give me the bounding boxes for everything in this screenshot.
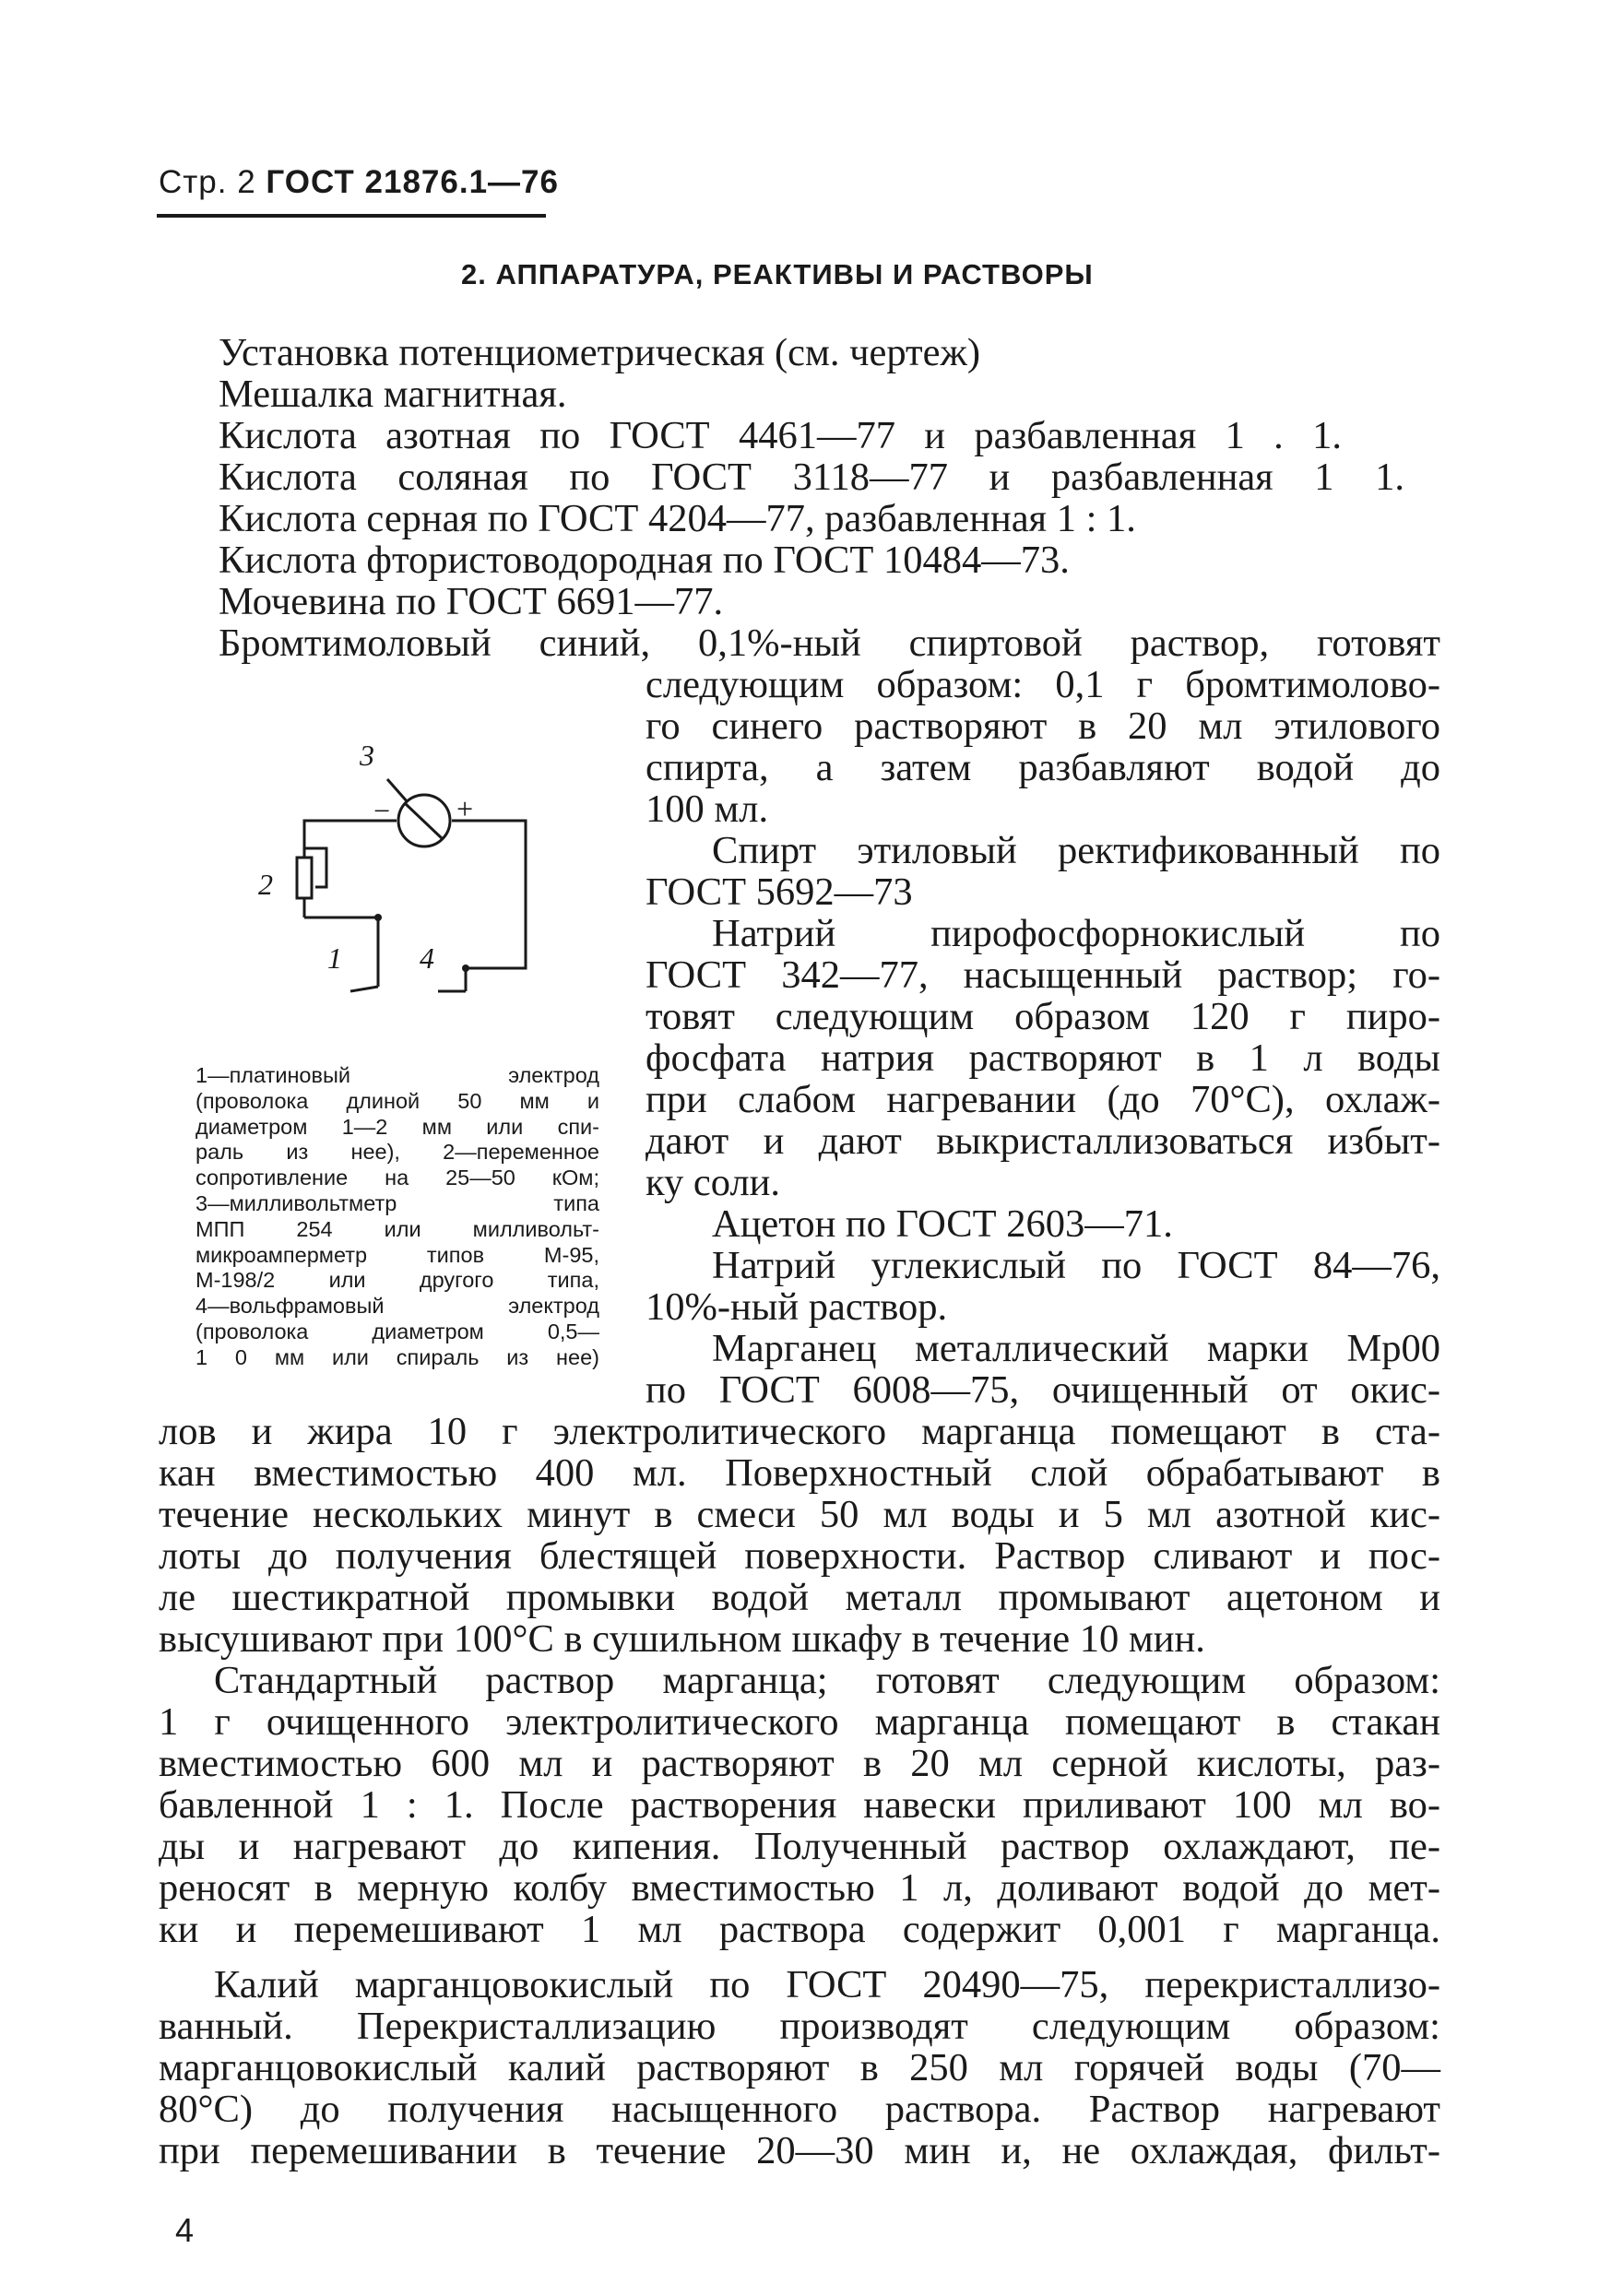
circuit-diagram — [240, 728, 535, 1014]
page-header — [159, 164, 559, 201]
text-line: лоты до получения блестящей поверхности. Раствор сливают и пос- — [159, 1534, 1440, 1578]
text-line: товят следующим образом 120 г пиро- — [646, 995, 1440, 1038]
text-line: бавленной 1 : 1. После растворения навески приливают 100 мл во- — [159, 1783, 1440, 1827]
text-line: Ацетон по ГОСТ 2603—71. — [712, 1202, 1173, 1246]
text-line: высушивают при 100°С в сушильном шкафу в течение 10 мин. — [159, 1617, 1205, 1661]
meter-needle — [406, 804, 443, 839]
text-line: вместимостью 600 мл и растворяют в 20 мл серной кислоты, раз- — [159, 1742, 1440, 1785]
text-line: Спирт этиловый ректификованный по — [712, 829, 1440, 872]
text-line: ГОСТ 342—77, насыщенный раствор; го- — [646, 953, 1440, 997]
text-line: кан вместимостью 400 мл. Поверхностный слой обрабатывают в — [159, 1451, 1440, 1495]
caption-line: 1 0 мм или спираль из нее) — [195, 1344, 599, 1369]
electrode-1-tip — [350, 987, 378, 991]
text-line: фосфата натрия растворяют в 1 л воды — [646, 1036, 1440, 1080]
text-line: ды и нагревают до кипения. Полученный раствор охлаждают, пе- — [159, 1825, 1440, 1868]
caption-line: (проволока длиной 50 мм и — [195, 1088, 599, 1113]
text-line: ванный. Перекристаллизацию производят следующим образом: — [159, 2005, 1440, 2048]
caption-line: 1—платиновый электрод — [195, 1063, 599, 1087]
wire-right — [452, 821, 526, 968]
caption-line: сопротивление на 25—50 кОм; — [195, 1166, 599, 1190]
text-line: Стандартный раствор марганца; готовят следующим образом: — [214, 1659, 1440, 1702]
text-line: следующим образом: 0,1 г бромтимолово- — [646, 663, 1440, 706]
text-line: Мочевина по ГОСТ 6691—77. — [219, 580, 724, 623]
resistor-symbol — [297, 858, 312, 898]
caption-line: 3—милливольтметр типа — [195, 1190, 599, 1215]
text-line: при слабом нагревании (до 70°С), охлаж- — [646, 1078, 1440, 1121]
standard-number: ГОСТ 21876.1—76 — [266, 164, 559, 200]
caption-line: (проволока диаметром 0,5— — [195, 1319, 599, 1343]
label-4: 4 — [420, 941, 434, 975]
text-line: лов и жира 10 г электролитического марганца помещают в ста- — [159, 1410, 1440, 1453]
caption-line: МПП 254 или милливольт- — [195, 1216, 599, 1241]
text-line: Кислота соляная по ГОСТ 3118—77 и разбавленная 1 1. — [219, 456, 1404, 499]
text-line: Кислота серная по ГОСТ 4204—77, разбавленная 1 : 1. — [219, 497, 1136, 540]
text-line: ГОСТ 5692—73 — [646, 870, 913, 914]
text-line: Марганец металлический марки Мр00 — [712, 1327, 1440, 1370]
text-line: ки и перемешивают 1 мл раствора содержит 0,001 г марганца. — [159, 1908, 1440, 1951]
caption-line: диаметром 1—2 мм или спи- — [195, 1114, 599, 1139]
text-line: 1 г очищенного электролитического марганца помещают в стакан — [159, 1700, 1440, 1744]
header-rule — [157, 214, 546, 218]
text-line: ле шестикратной промывки водой металл промывают ацетоном и — [159, 1576, 1440, 1619]
text-line: Кислота азотная по ГОСТ 4461—77 и разбавленная 1 . 1. — [219, 414, 1342, 457]
junction-dot — [462, 965, 469, 972]
section-title: 2. АППАРАТУРА, РЕАКТИВЫ И РАСТВОРЫ — [461, 258, 1094, 290]
text-line: по ГОСТ 6008—75, очищенный от окис- — [646, 1368, 1440, 1412]
text-line: реносят в мерную колбу вместимостью 1 л, доливают водой до мет- — [159, 1866, 1440, 1910]
text-line: Мешалка магнитная. — [219, 373, 567, 416]
text-line: Натрий углекислый по ГОСТ 84—76, — [712, 1244, 1440, 1287]
text-line: течение нескольких минут в смеси 50 мл воды и 5 мл азотной кис- — [159, 1493, 1440, 1536]
page-label: Стр. 2 — [159, 164, 256, 200]
text-line: спирта, а затем разбавляют водой до — [646, 746, 1440, 789]
caption-line: раль из нее), 2—переменное — [195, 1140, 599, 1165]
label-minus: − — [372, 794, 392, 827]
text-line: ку соли. — [646, 1161, 781, 1204]
text-line: 10%-ный раствор. — [646, 1285, 948, 1329]
caption-line: микроамперметр типов М-95, — [195, 1242, 599, 1267]
caption-line: М-198/2 или другого типа, — [195, 1268, 599, 1293]
text-line: Бромтимоловый синий, 0,1%-ный спиртовой раствор, готовят — [219, 621, 1440, 665]
text-line: Натрий пирофосфорнокислый по — [712, 912, 1440, 955]
text-line: 100 мл. — [646, 787, 769, 831]
text-line: го синего растворяют в 20 мл этилового — [646, 704, 1440, 748]
label-plus: + — [455, 792, 475, 825]
label-1: 1 — [327, 941, 342, 975]
caption-line: 4—вольфрамовый электрод — [195, 1294, 599, 1319]
text-line: марганцовокислый калий растворяют в 250 мл горячей воды (70— — [159, 2046, 1440, 2089]
text-line: Кислота фтористоводородная по ГОСТ 10484—73. — [219, 538, 1070, 582]
text-line: при перемешивании в течение 20—30 мин и, не охлаждая, фильт- — [159, 2129, 1440, 2172]
label-2: 2 — [258, 868, 273, 901]
resistor-slider — [304, 848, 326, 887]
text-line: дают и дают выкристаллизоваться избыт- — [646, 1119, 1440, 1163]
diagram-caption — [195, 1063, 599, 1371]
page-number: 4 — [175, 2211, 195, 2249]
text-line: 80°С) до получения насыщенного раствора. Раствор нагревают — [159, 2088, 1440, 2131]
junction-dot — [374, 914, 382, 921]
text-line: Установка потенциометрическая (см. чертеж) — [219, 331, 980, 374]
label-3: 3 — [360, 739, 374, 772]
text-line: Калий марганцовокислый по ГОСТ 20490—75, перекристаллизо- — [214, 1963, 1440, 2006]
